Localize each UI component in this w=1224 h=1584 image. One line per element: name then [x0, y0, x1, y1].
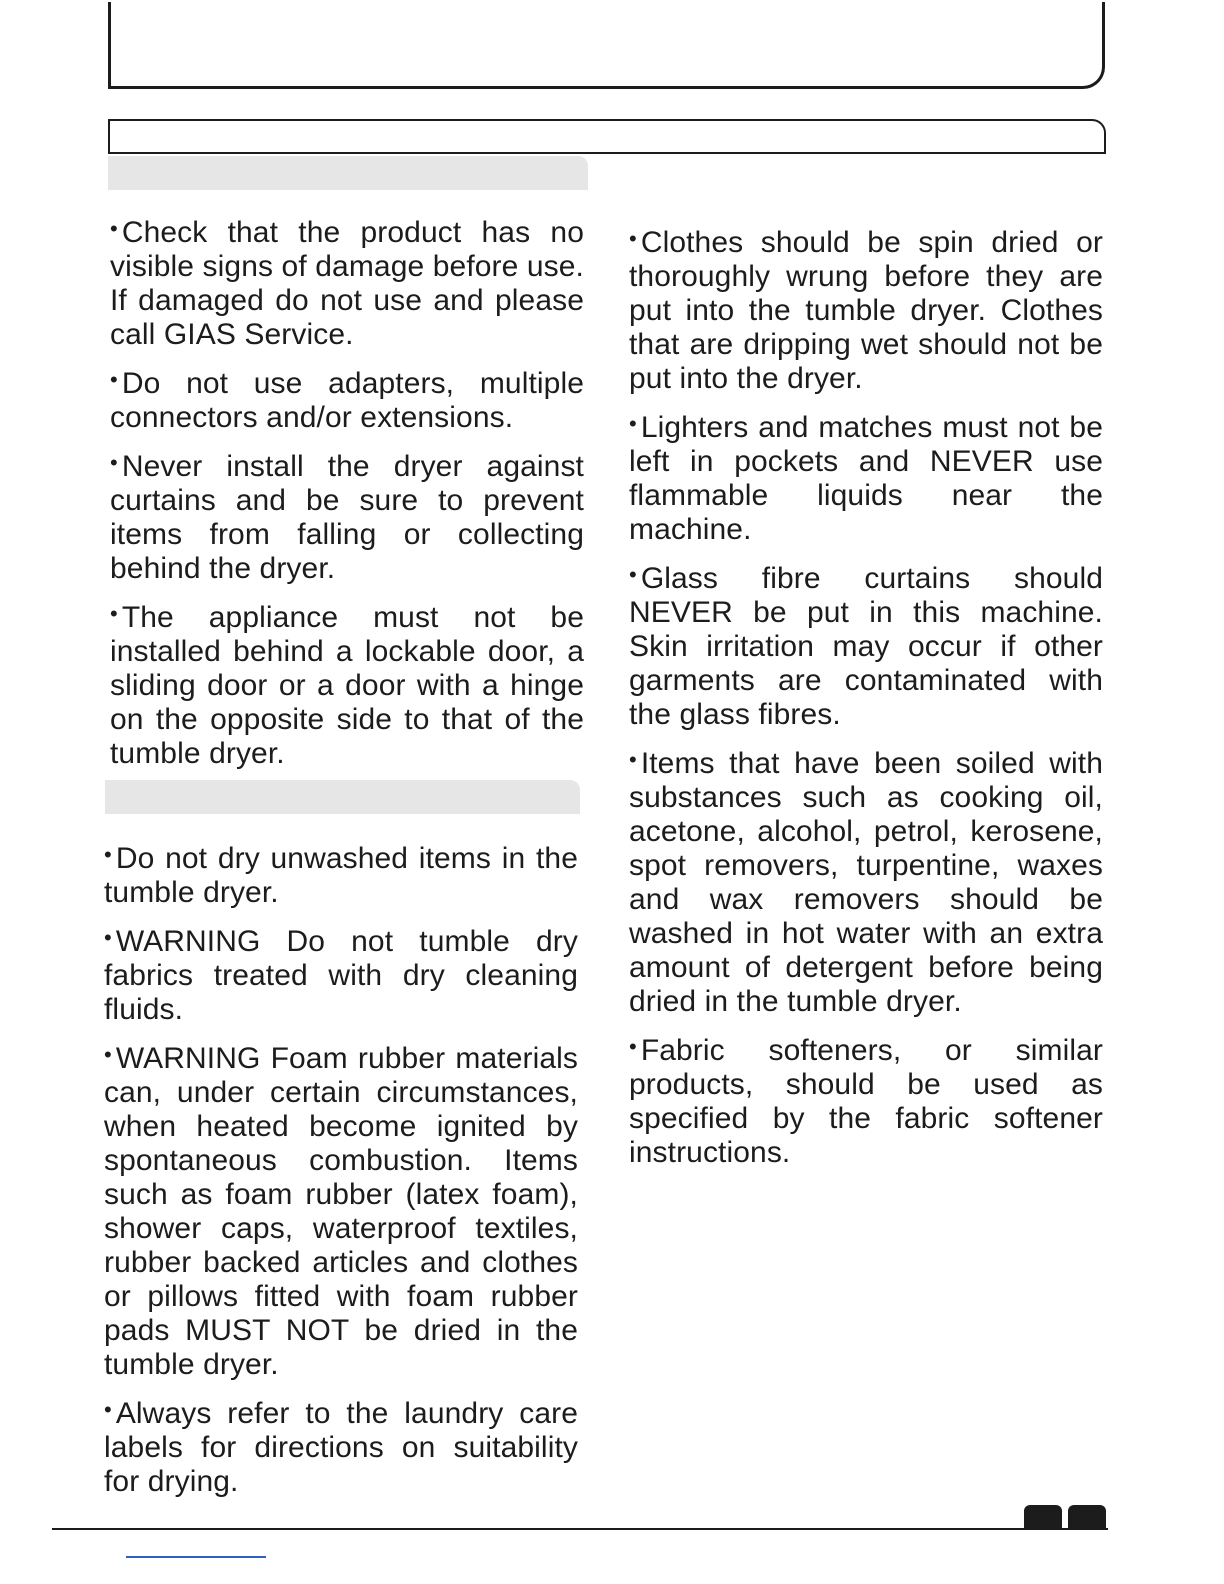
safety-item: • Clothes should be spin dried or thoroughly wrung before they are put into the tumble dryer. Clothes that are dripping wet should not be put into the dryer.	[629, 222, 1103, 396]
bullet-icon: •	[104, 925, 112, 950]
bullet-icon: •	[629, 562, 637, 587]
safety-item: • Always refer to the laundry care labels for directions on suitability for drying.	[104, 1393, 578, 1499]
footer-rule	[52, 1528, 1108, 1530]
safety-item: • Lighters and matches must not be left in pockets and NEVER use flammable liquids near the machine.	[629, 407, 1103, 547]
page-tab-marker	[1024, 1505, 1062, 1529]
footer-underline-link	[126, 1556, 266, 1558]
header-subtitle-box	[108, 119, 1106, 154]
left-column-section-2	[104, 838, 578, 1510]
left-column-section-1	[110, 212, 584, 782]
bullet-icon: •	[104, 1042, 112, 1067]
bullet-icon: •	[629, 226, 637, 251]
safety-item: • Never install the dryer against curtains and be sure to prevent items from falling or collecting behind the dryer.	[110, 446, 584, 586]
safety-item: • Check that the product has no visible signs of damage before use. If damaged do not use and please call GIAS Service.	[110, 212, 584, 352]
bullet-icon: •	[110, 216, 118, 241]
bullet-icon: •	[110, 450, 118, 475]
safety-item: • Do not dry unwashed items in the tumble dryer.	[104, 838, 578, 910]
bullet-icon: •	[629, 1034, 637, 1059]
bullet-icon: •	[104, 1397, 112, 1422]
bullet-icon: •	[629, 747, 637, 772]
header-title-box	[108, 2, 1105, 89]
safety-item: • Items that have been soiled with substances such as cooking oil, acetone, alcohol, petrol, kerosene, spot removers, turpentine, waxes and wax removers should be washed in hot water with an extra amount of detergent before being dried in the tumble dryer.	[629, 743, 1103, 1019]
right-column	[629, 222, 1103, 1181]
safety-item: • WARNING Do not tumble dry fabrics treated with dry cleaning fluids.	[104, 921, 578, 1027]
safety-item: • WARNING Foam rubber materials can, under certain circumstances, when heated become ignited by spontaneous combustion. Items such as foam rubber (latex foam), shower caps, waterproof textiles, rubber backed articles and clothes or pillows fitted with foam rubber pads MUST NOT be dried in the tumble dryer.	[104, 1038, 578, 1382]
section-heading-bar-installation	[108, 156, 588, 190]
safety-item: • The appliance must not be installed behind a lockable door, a sliding door or a door with a hinge on the opposite side to that of the tumble dryer.	[110, 597, 584, 771]
section-heading-bar-usage	[105, 780, 580, 814]
safety-item: • Fabric softeners, or similar products, should be used as specified by the fabric softener instructions.	[629, 1030, 1103, 1170]
safety-item: • Glass fibre curtains should NEVER be put in this machine. Skin irritation may occur if other garments are contaminated with the glass fibres.	[629, 558, 1103, 732]
bullet-icon: •	[629, 411, 637, 436]
bullet-icon: •	[110, 601, 118, 626]
bullet-icon: •	[104, 842, 112, 867]
page-tab-marker	[1068, 1505, 1106, 1529]
safety-item: • Do not use adapters, multiple connectors and/or extensions.	[110, 363, 584, 435]
bullet-icon: •	[110, 367, 118, 392]
